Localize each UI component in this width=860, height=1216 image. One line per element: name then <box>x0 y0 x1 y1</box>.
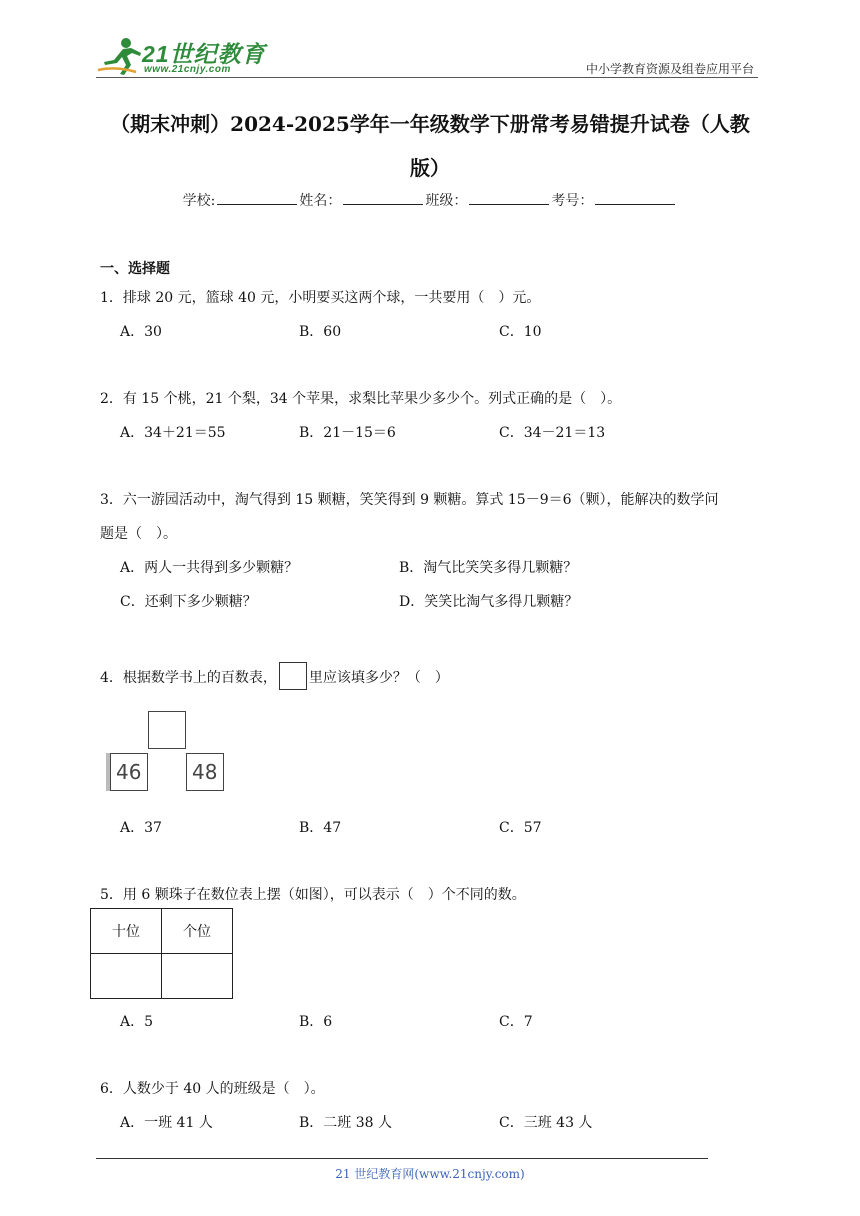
answer-box-icon <box>279 662 307 690</box>
tens-header: 十位 <box>91 909 162 954</box>
question-4-stem <box>100 664 449 692</box>
question-3-stem-line-1: 3．六一游园活动中，淘气得到 15 颗糖，笑笑得到 9 颗糖。算式 15－9＝6（颗），能解决的数学问 <box>100 492 719 508</box>
question-5-stem: 5．用 6 颗珠子在数位表上摆（如图），可以表示（ ）个不同的数。 <box>100 887 526 903</box>
left-cell-number: 46 <box>116 760 142 784</box>
runner-logo-icon <box>96 36 142 76</box>
question-3-option-d: D．笑笑比淘气多得几颗糖？ <box>399 594 579 610</box>
question-1-stem: 1．排球 20 元，篮球 40 元，小明要买这两个球，一共要用（ ）元。 <box>100 290 541 306</box>
question-3-option-c: C．还剩下多少颗糖？ <box>120 594 257 610</box>
hundred-chart-left-cell <box>110 753 148 791</box>
question-2-option-c: C．34－21＝13 <box>499 425 606 441</box>
footer-link[interactable]: 21 世纪教育网(www.21cnjy.com) <box>335 1167 525 1181</box>
hundred-chart-right-cell <box>186 753 224 791</box>
header-divider <box>96 77 758 78</box>
question-4-option-b: B．47 <box>299 820 342 836</box>
exam-no-blank <box>595 192 675 205</box>
question-2-option-b: B．21－15＝6 <box>299 425 396 441</box>
site-logo <box>96 34 266 78</box>
question-6-option-b: B．二班 38 人 <box>299 1115 393 1131</box>
question-1-option-c: C．10 <box>499 324 542 340</box>
header-tagline: 中小学教育资源及组卷应用平台 <box>585 62 754 76</box>
ones-header: 个位 <box>162 909 233 954</box>
hundred-chart-top-cell <box>148 711 186 749</box>
question-3-option-b: B．淘气比笑笑多得几颗糖？ <box>399 560 578 576</box>
question-2-option-a: A．34＋21＝55 <box>120 425 226 441</box>
class-label: 班级： <box>425 193 468 209</box>
student-info-row <box>0 190 860 210</box>
question-4-option-a: A．37 <box>120 820 162 836</box>
tens-cell <box>91 954 162 999</box>
question-4-stem-after: 里应该填多少？（ ） <box>308 670 449 686</box>
question-5-option-a: A．5 <box>120 1014 154 1030</box>
place-value-table <box>90 908 233 999</box>
question-2-stem: 2．有 15 个桃，21 个梨，34 个苹果，求梨比苹果少多少个。列式正确的是（ ）。 <box>100 391 622 407</box>
question-5-option-b: B．6 <box>299 1014 333 1030</box>
page-title-line-2: 版） <box>410 156 450 180</box>
exam-no-label: 考号： <box>551 193 594 209</box>
logo-text: 21世纪教育 <box>142 41 266 67</box>
hundred-chart-figure <box>106 711 230 795</box>
question-6-option-c: C．三班 43 人 <box>499 1115 593 1131</box>
school-label: 学校: <box>182 193 216 209</box>
question-4-stem-before: 4．根据数学书上的百数表， <box>100 670 277 686</box>
question-3-option-a: A．两人一共得到多少颗糖？ <box>120 560 299 576</box>
class-blank <box>469 192 549 205</box>
question-4-option-c: C．57 <box>499 820 542 836</box>
question-3-stem-line-2: 题是（ ）。 <box>100 526 177 542</box>
right-cell-number: 48 <box>192 760 218 784</box>
question-6-option-a: A．一班 41 人 <box>120 1115 213 1131</box>
name-label: 姓名： <box>299 193 342 209</box>
school-blank <box>217 192 297 205</box>
footer-divider <box>96 1158 708 1159</box>
question-6-stem: 6．人数少于 40 人的班级是（ ）。 <box>100 1081 325 1097</box>
section-heading: 一、选择题 <box>100 261 170 277</box>
ones-cell <box>162 954 233 999</box>
name-blank <box>343 192 423 205</box>
question-1-option-b: B．60 <box>299 324 342 340</box>
page-title-line-1: （期末冲刺）2024-2025学年一年级数学下册常考易错提升试卷（人教 <box>110 112 750 136</box>
question-1-option-a: A．30 <box>120 324 162 340</box>
question-5-option-c: C．7 <box>499 1014 533 1030</box>
logo-url: www.21cnjy.com <box>144 64 231 75</box>
